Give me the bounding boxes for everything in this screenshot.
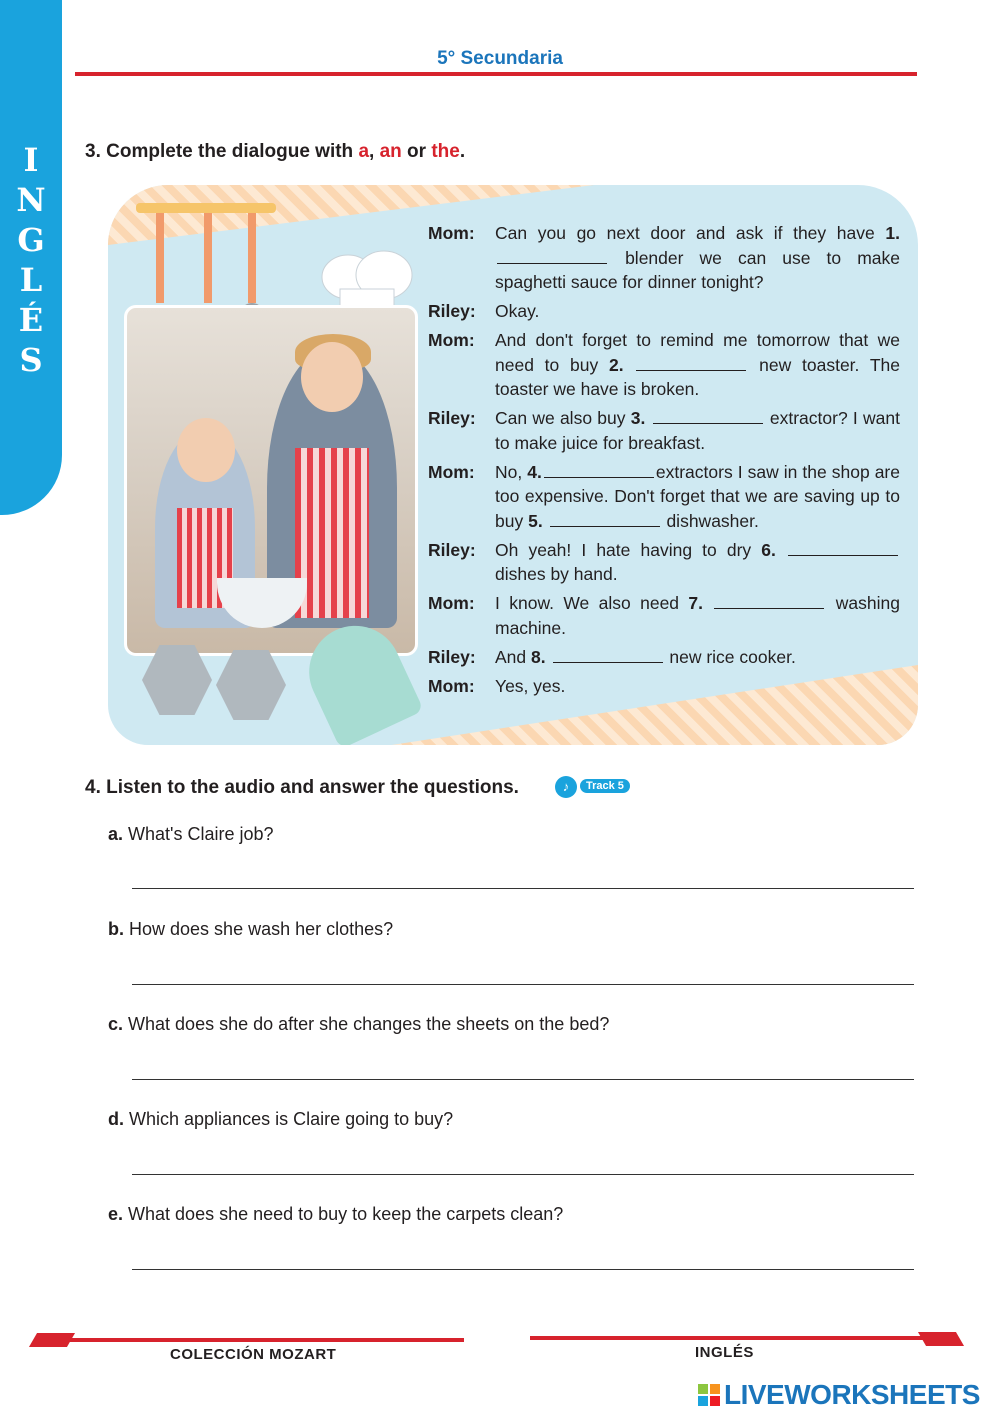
exercise-instruction: Listen to the audio and answer the questions. xyxy=(106,777,519,798)
side-letter: É xyxy=(18,301,44,339)
or-word: or xyxy=(407,141,427,162)
answer-blank-2[interactable] xyxy=(636,356,746,371)
question-letter: b. xyxy=(108,919,124,939)
question-letter: d. xyxy=(108,1109,124,1129)
footer-collection-label: COLECCIÓN MOZART xyxy=(170,1346,337,1363)
pepper-shaker-icon xyxy=(216,650,286,720)
speaker: Mom: xyxy=(428,461,475,482)
speech-text: Yes, yes. xyxy=(495,675,566,696)
speech-text: Okay. xyxy=(495,301,540,321)
exercise-number: 3. xyxy=(85,141,101,162)
speech xyxy=(495,328,900,402)
question-text: What does she do after she changes the sheets on the bed? xyxy=(128,1014,610,1034)
blank-number: 7. xyxy=(688,593,704,613)
speech-text: blender we can use to make spaghetti sauce for dinner tonight? xyxy=(495,247,900,292)
question-letter: a. xyxy=(108,824,124,844)
side-letter: L xyxy=(19,261,43,299)
question-letter: c. xyxy=(108,1014,124,1034)
speech-text: No, xyxy=(495,461,523,482)
side-letter: G xyxy=(17,221,45,259)
liveworksheets-logo-icon xyxy=(698,1384,720,1406)
speech-text: extractor? I want to make juice for breakfast. xyxy=(495,408,900,453)
blank-number: 3. xyxy=(630,408,646,428)
speech xyxy=(495,460,900,534)
footer-divider-left xyxy=(40,1338,464,1342)
footer-divider-right xyxy=(530,1336,958,1340)
speaker: Riley: xyxy=(428,539,476,560)
speaker: Mom: xyxy=(428,593,475,613)
dialogue-text xyxy=(428,221,900,703)
speaker: Mom: xyxy=(428,675,475,696)
speaker: Mom: xyxy=(428,330,475,350)
answer-blank-5[interactable] xyxy=(550,512,660,527)
blank-number: 2. xyxy=(609,354,624,375)
header-divider xyxy=(75,72,917,76)
blank-number: 5. xyxy=(528,510,543,531)
question-letter: e. xyxy=(108,1204,124,1224)
speaker: Mom: xyxy=(428,223,475,243)
blank-number: 6. xyxy=(761,539,776,560)
question-b xyxy=(108,919,393,940)
footer-subject-label: INGLÉS xyxy=(695,1344,754,1361)
question-a xyxy=(108,824,274,845)
side-tab xyxy=(0,0,62,515)
question-text: Which appliances is Claire going to buy? xyxy=(129,1109,454,1129)
dialogue-line xyxy=(428,591,900,640)
option-a: a xyxy=(358,141,370,162)
answer-line-c[interactable] xyxy=(132,1079,914,1080)
speaker: Riley: xyxy=(428,408,476,428)
answer-line-d[interactable] xyxy=(132,1174,914,1175)
speech-text: new rice cooker. xyxy=(669,646,796,667)
audio-play-icon[interactable]: ♪ xyxy=(555,776,577,798)
speech-text: new toaster. The toaster we have is broken. xyxy=(495,354,900,399)
track-badge[interactable]: Track 5 xyxy=(580,779,630,793)
speech xyxy=(495,221,900,295)
answer-line-e[interactable] xyxy=(132,1269,914,1270)
speech xyxy=(495,538,900,587)
exercise-number: 4. xyxy=(85,777,101,798)
answer-blank-8[interactable] xyxy=(553,648,663,663)
dialogue-line xyxy=(428,221,900,295)
question-text: How does she wash her clothes? xyxy=(129,919,394,939)
question-e xyxy=(108,1204,563,1225)
answer-line-b[interactable] xyxy=(132,984,914,985)
question-d xyxy=(108,1109,453,1130)
answer-blank-3[interactable] xyxy=(653,409,763,424)
answer-blank-1[interactable] xyxy=(497,249,607,264)
speech-text: Can we also buy xyxy=(495,408,626,428)
side-tab-letters xyxy=(0,140,62,380)
speech xyxy=(495,645,900,670)
speech xyxy=(495,406,900,455)
question-c xyxy=(108,1014,609,1035)
footer-cap-left xyxy=(29,1333,75,1347)
period: . xyxy=(459,141,466,162)
answer-blank-6[interactable] xyxy=(788,541,898,556)
liveworksheets-watermark[interactable]: LIVEWORKSHEETS xyxy=(724,1379,980,1410)
speech-text: dishwasher. xyxy=(666,510,759,531)
speech xyxy=(495,674,900,699)
footer-cap-right xyxy=(918,1332,964,1346)
exercise-4-title xyxy=(85,777,519,799)
speech-text: Oh yeah! I hate having to dry xyxy=(495,539,752,560)
speech-text: And xyxy=(495,646,527,667)
question-text: What does she need to buy to keep the carpets clean? xyxy=(128,1204,564,1224)
speaker: Riley: xyxy=(428,301,476,321)
speech-text: extractors I saw in the shop are too expensive. Don't forget that we are saving up to buy xyxy=(495,461,900,531)
dialogue-line xyxy=(428,538,900,587)
blank-number: 1. xyxy=(885,223,900,243)
dialogue-line xyxy=(428,299,900,324)
separator: , xyxy=(369,141,375,162)
option-an: an xyxy=(379,141,402,162)
option-the: the xyxy=(431,141,460,162)
speech-text: I know. We also need xyxy=(495,593,680,613)
blank-number: 8. xyxy=(531,646,546,667)
speech-text: Can you go next door and ask if they have xyxy=(495,223,875,243)
answer-line-a[interactable] xyxy=(132,888,914,889)
speech xyxy=(495,299,900,324)
dialogue-line xyxy=(428,674,900,699)
side-letter: N xyxy=(16,181,46,219)
question-text: What's Claire job? xyxy=(128,824,274,844)
exercise-instruction: Complete the dialogue with xyxy=(106,141,354,162)
exercise-3-title xyxy=(85,141,465,163)
answer-blank-4[interactable] xyxy=(544,463,654,478)
speech xyxy=(495,591,900,640)
page-header-title: 5° Secundaria xyxy=(437,48,563,69)
speech-text: And don't forget to remind me tomorrow that we need to buy xyxy=(495,330,900,375)
answer-blank-7[interactable] xyxy=(714,594,824,609)
dialogue-line xyxy=(428,645,900,670)
speech-text: dishes by hand. xyxy=(495,564,618,584)
mother-daughter-cooking-photo xyxy=(124,305,418,656)
side-letter: S xyxy=(19,341,43,379)
blank-number: 4. xyxy=(527,461,542,482)
dialogue-line xyxy=(428,328,900,402)
side-letter: I xyxy=(23,141,39,179)
speech-text: washing machine. xyxy=(495,593,900,638)
speaker: Riley: xyxy=(428,646,476,667)
dialogue-line xyxy=(428,406,900,455)
dialogue-line xyxy=(428,460,900,534)
